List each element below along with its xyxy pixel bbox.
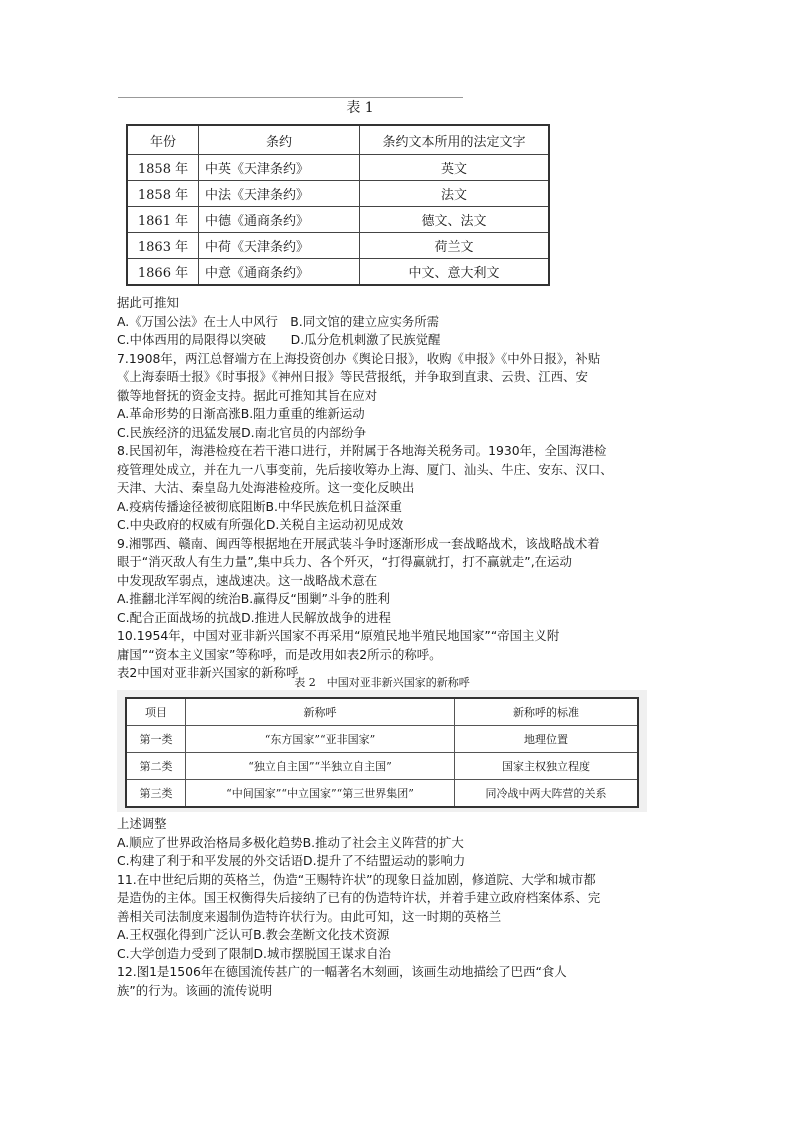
question-line: 表2中国对亚非新兴国家的新称呼: [117, 665, 299, 680]
question-line: A.王权强化得到广泛认可B.教会垄断文化技术资源: [117, 927, 390, 942]
question-line: 天津、大沽、秦皇岛九处海港检疫所。这一变化反映出: [117, 480, 415, 495]
table1-header-year: 年份: [127, 125, 199, 155]
table1-treaty: 中法《天津条约》: [199, 181, 360, 207]
table2-name: “东方国家”“亚非国家”: [186, 726, 455, 753]
table2-item: 第一类: [126, 726, 186, 753]
question-line: C.中体西用的局限得以突破 D.瓜分危机刺激了民族觉醒: [117, 332, 441, 347]
question-line: A.顺应了世界政治格局多极化趋势B.推动了社会主义阵营的扩大: [117, 834, 464, 850]
table2-header-standard: 新称呼的标准: [455, 698, 639, 726]
table-row: [127, 181, 549, 207]
question-line: 7.1908年，两江总督端方在上海投资创办《舆论日报》，收购《申报》《中外日报》，补贴: [117, 350, 601, 366]
question-line: 8.民国初年，海港检疫在若干港口进行，并附属于各地海关税务司。1930年，全国海港检: [117, 443, 607, 458]
table2-item: 第二类: [126, 753, 186, 780]
question-line: 11.在中世纪后期的英格兰，伪造“王赐特许状”的现象日益加剧，修道院、大学和城市都: [117, 871, 596, 887]
question-line: C.大学创造力受到了限制D.城市摆脱国王谋求自治: [117, 945, 391, 961]
table-row: [126, 780, 638, 808]
question-line: A.《万国公法》在士人中风行 B.同文馆的建立应实务所需: [117, 313, 440, 329]
table1-header-treaty: 条约: [199, 125, 360, 155]
question-line: 庸国”“资本主义国家”等称呼，而是改用如表2所示的称呼。: [117, 646, 442, 662]
table1-treaty: 中荷《天津条约》: [199, 233, 360, 259]
question-line: C.构建了利于和平发展的外交话语D.提升了不结盟运动的影响力: [117, 853, 466, 868]
question-line: A.革命形势的日渐高涨B.阻力重重的维新运动: [117, 406, 365, 421]
table2-header-row: [126, 698, 638, 726]
table1-title: 表 1: [346, 100, 374, 116]
table2-standard: 同冷战中两大阵营的关系: [455, 780, 639, 808]
question-line: C.配合正面战场的抗战D.推进人民解放战争的进程: [117, 609, 391, 625]
table2-caption: 表 2 中国对亚非新兴国家的新称呼: [294, 676, 470, 689]
table1-year: 1863 年: [127, 233, 199, 259]
table1-language: 德文、法文: [360, 207, 550, 233]
table-row: [126, 753, 638, 780]
table1-year: 1866 年: [127, 259, 199, 286]
table2-name: “中间国家”“中立国家”“第三世界集团”: [186, 780, 455, 808]
table1-treaty: 中英《天津条约》: [199, 155, 360, 181]
question-line: 据此可推知: [117, 295, 179, 310]
table-row: [126, 726, 638, 753]
table1-header-language: 条约文本所用的法定文字: [360, 125, 550, 155]
question-line: C.中央政府的权威有所强化D.关税自主运动初见成效: [117, 517, 404, 532]
table1-year: 1861 年: [127, 207, 199, 233]
question-line: 《上海泰晤士报》《时事报》《神州日报》等民营报纸，并争取到直隶、云贵、江西、安: [117, 369, 588, 384]
question-line: 12.图1是1506年在德国流传甚广的一幅著名木刻画，该画生动地描绘了巴西“食人: [117, 964, 567, 979]
table1-language: 中文、意大利文: [360, 259, 550, 286]
table2-header-item: 项目: [126, 698, 186, 726]
question-line: 上述调整: [117, 816, 167, 831]
questions-section-a: [117, 294, 677, 683]
question-line: 是造伪的主体。国王权衡得失后接纳了已有的伪造特许状，并着手建立政府档案体系、完: [117, 890, 601, 905]
question-line: 眼于“消灭敌人有生力量”,集中兵力、各个歼灭，“打得赢就打，打不赢就走”,在运动: [117, 554, 572, 569]
table2-name: “独立自主国”“半独立自主国”: [186, 753, 455, 780]
table1-language: 英文: [360, 155, 550, 181]
table-row: [127, 207, 549, 233]
table1-year: 1858 年: [127, 155, 199, 181]
question-line: 徽等地督抚的资金支持。据此可推知其旨在应对: [117, 387, 378, 403]
table2: [125, 697, 639, 808]
table2-item: 第三类: [126, 780, 186, 808]
table1-treaty: 中德《通商条约》: [199, 207, 360, 233]
table1: [126, 124, 550, 286]
table1-language: 法文: [360, 181, 550, 207]
table2-standard: 国家主权独立程度: [455, 753, 639, 780]
question-line: C.民族经济的迅猛发展D.南北官员的内部纷争: [117, 424, 367, 440]
question-line: 10.1954年，中国对亚非新兴国家不再采用“原殖民地半殖民地国家”“帝国主义附: [117, 628, 560, 643]
table-row: [127, 259, 549, 286]
question-line: 疫管理处成立，并在九一八事变前，先后接收筹办上海、厦门、汕头、牛庄、安东、汉口、: [117, 461, 613, 477]
table-row: [127, 233, 549, 259]
table2-standard: 地理位置: [455, 726, 639, 753]
question-line: 中发现敌军弱点，速战速决。这一战略战术意在: [117, 572, 378, 588]
table2-header-name: 新称呼: [186, 698, 455, 726]
table1-year: 1858 年: [127, 181, 199, 207]
question-line: 族”的行为。该画的流传说明: [117, 982, 273, 998]
table1-treaty: 中意《通商条约》: [199, 259, 360, 286]
question-line: 9.湘鄂西、赣南、闽西等根据地在开展武装斗争时逐渐形成一套战略战术，该战略战术着: [117, 535, 600, 551]
question-line: A.疫病传播途径被彻底阻断B.中华民族危机日益深重: [117, 498, 402, 514]
table1-header-row: [127, 125, 549, 155]
question-line: 善相关司法制度来遏制伪造特许状行为。由此可知，这一时期的英格兰: [117, 908, 502, 924]
table1-language: 荷兰文: [360, 233, 550, 259]
table-row: [127, 155, 549, 181]
questions-section-b: [117, 815, 677, 1000]
question-line: A.推翻北洋军阀的统治B.赢得反“围剿”斗争的胜利: [117, 591, 390, 606]
